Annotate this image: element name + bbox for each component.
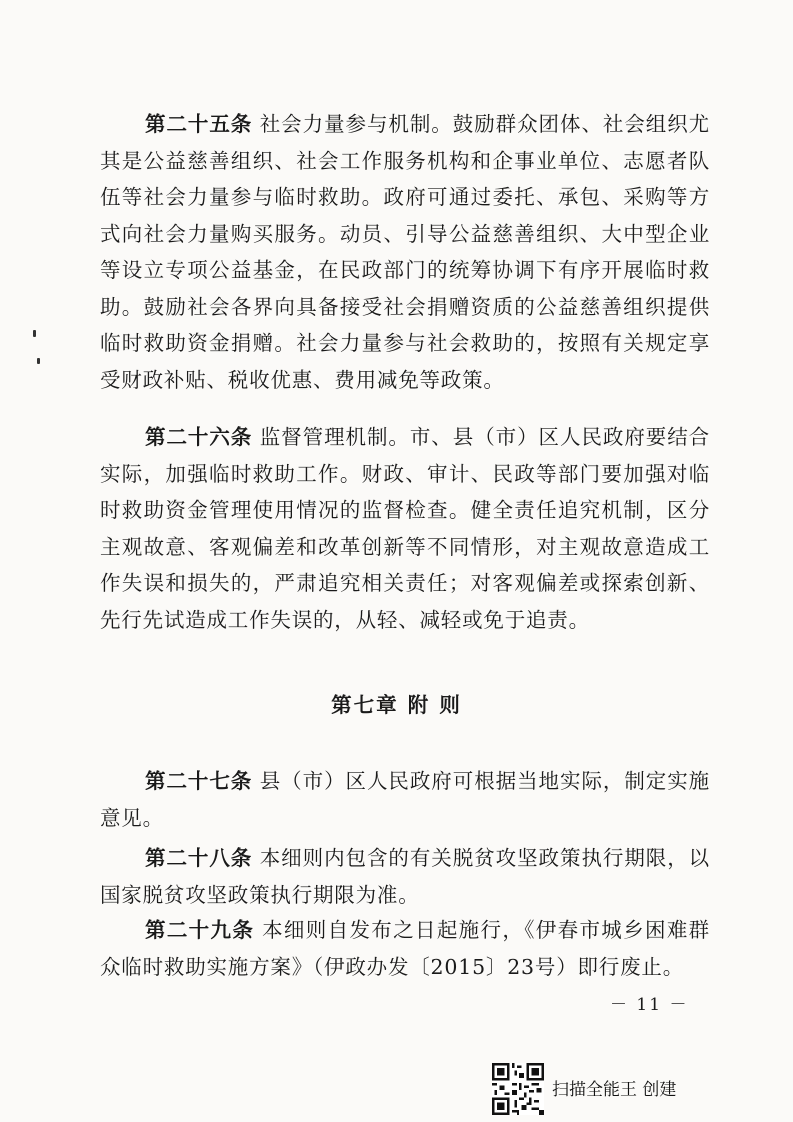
binding-mark [33,330,36,337]
article-label: 第二十九条 [145,918,255,942]
article-body: 社会力量参与机制。鼓励群众团体、社会组织尤其是公益慈善组织、社会工作服务机构和企事业单位、志愿者队伍等社会力量参与临时救助。政府可通过委托、承包、采购等方式向社会力量购买服务。动员、引导公益慈善组织、大中型企业等设立专项公益基金，在民政部门的统筹协调下有序开展临时救助。鼓励社会各界向具备接受社会捐赠资质的公益慈善组织提供临时救助资金捐赠。社会力量参与社会救助的，按照有关规定享受财政补贴、税收优惠、费用减免等政策。 [100,112,710,392]
article-label: 第二十五条 [145,112,253,136]
article-26 [100,419,710,638]
article-label: 第二十七条 [145,769,253,793]
article-label: 第二十六条 [145,425,253,449]
binding-mark [37,358,40,364]
article-body: 监督管理机制。市、县（市）区人民政府要结合实际，加强临时救助工作。财政、审计、民政等部门要加强对临时救助资金管理使用情况的监督检查。健全责任追究机制，区分主观故意、客观偏差和改革创新等不同情形，对主观故意造成工作失误和损失的，严肃追究相关责任；对客观偏差或探索创新、先行先试造成工作失误的，从轻、减轻或免于追责。 [100,425,710,632]
scanner-watermark: 扫描全能王 创建 [552,1080,677,1100]
chapter-heading: 第七章 附 则 [331,693,462,717]
article-25 [100,106,710,398]
article-body: 县（市）区人民政府可根据当地实际，制定实施意见。 [100,769,710,830]
article-27 [100,763,710,836]
page-number: － 11 － [610,995,689,1015]
qr-code-icon [492,1063,544,1115]
article-body: 本细则内包含的有关脱贫攻坚政策执行期限，以国家脱贫攻坚政策执行期限为准。 [100,846,710,907]
article-29 [100,912,710,985]
article-body: 本细则自发布之日起施行，《伊春市城乡困难群众临时救助实施方案》（伊政办发〔2015〕23号）即行废止。 [100,918,710,979]
article-label: 第二十八条 [145,846,253,870]
article-28 [100,840,710,913]
